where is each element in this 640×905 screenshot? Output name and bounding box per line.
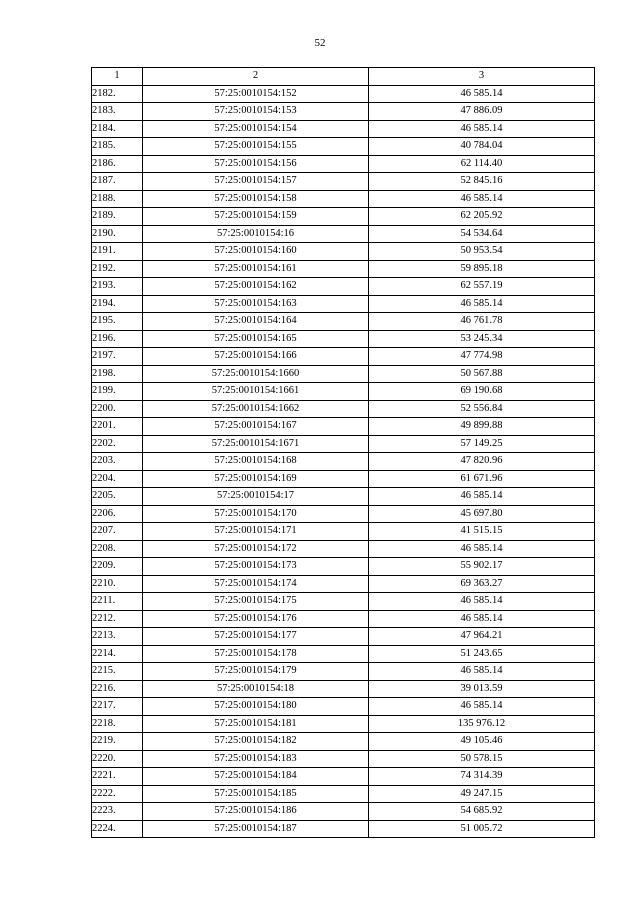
table-row bbox=[92, 733, 595, 751]
value-cell: 47 774.98 bbox=[369, 348, 595, 366]
row-number-cell: 2183. bbox=[92, 103, 143, 121]
cadastral-number-cell: 57:25:0010154:17 bbox=[143, 488, 369, 506]
value-cell: 74 314.39 bbox=[369, 768, 595, 786]
table-header-row bbox=[92, 68, 595, 86]
cadastral-number-cell: 57:25:0010154:169 bbox=[143, 470, 369, 488]
value-cell: 135 976.12 bbox=[369, 715, 595, 733]
row-number-cell: 2191. bbox=[92, 243, 143, 261]
cadastral-number-cell: 57:25:0010154:1660 bbox=[143, 365, 369, 383]
table-row bbox=[92, 260, 595, 278]
cadastral-number-cell: 57:25:0010154:163 bbox=[143, 295, 369, 313]
cadastral-number-cell: 57:25:0010154:184 bbox=[143, 768, 369, 786]
row-number-cell: 2182. bbox=[92, 85, 143, 103]
cadastral-number-cell: 57:25:0010154:156 bbox=[143, 155, 369, 173]
table-row bbox=[92, 593, 595, 611]
cadastral-number-cell: 57:25:0010154:157 bbox=[143, 173, 369, 191]
table-body bbox=[92, 85, 595, 838]
value-cell: 47 886.09 bbox=[369, 103, 595, 121]
row-number-cell: 2198. bbox=[92, 365, 143, 383]
value-cell: 50 953.54 bbox=[369, 243, 595, 261]
row-number-cell: 2192. bbox=[92, 260, 143, 278]
table-row bbox=[92, 558, 595, 576]
row-number-cell: 2202. bbox=[92, 435, 143, 453]
cadastral-number-cell: 57:25:0010154:1671 bbox=[143, 435, 369, 453]
cadastral-number-cell: 57:25:0010154:180 bbox=[143, 698, 369, 716]
table-row bbox=[92, 383, 595, 401]
value-cell: 52 556.84 bbox=[369, 400, 595, 418]
table-row bbox=[92, 330, 595, 348]
table-row bbox=[92, 348, 595, 366]
table-row bbox=[92, 295, 595, 313]
cadastral-number-cell: 57:25:0010154:167 bbox=[143, 418, 369, 436]
value-cell: 46 585.14 bbox=[369, 698, 595, 716]
cadastral-number-cell: 57:25:0010154:168 bbox=[143, 453, 369, 471]
value-cell: 46 585.14 bbox=[369, 593, 595, 611]
row-number-cell: 2215. bbox=[92, 663, 143, 681]
row-number-cell: 2207. bbox=[92, 523, 143, 541]
table-row bbox=[92, 820, 595, 838]
table-row bbox=[92, 138, 595, 156]
cadastral-number-cell: 57:25:0010154:166 bbox=[143, 348, 369, 366]
cadastral-number-cell: 57:25:0010154:158 bbox=[143, 190, 369, 208]
value-cell: 53 245.34 bbox=[369, 330, 595, 348]
value-cell: 46 585.14 bbox=[369, 120, 595, 138]
row-number-cell: 2186. bbox=[92, 155, 143, 173]
table-row bbox=[92, 173, 595, 191]
value-cell: 47 964.21 bbox=[369, 628, 595, 646]
row-number-cell: 2214. bbox=[92, 645, 143, 663]
table-row bbox=[92, 208, 595, 226]
row-number-cell: 2216. bbox=[92, 680, 143, 698]
value-cell: 57 149.25 bbox=[369, 435, 595, 453]
table-row bbox=[92, 523, 595, 541]
value-cell: 51 005.72 bbox=[369, 820, 595, 838]
value-cell: 46 761.78 bbox=[369, 313, 595, 331]
row-number-cell: 2205. bbox=[92, 488, 143, 506]
row-number-cell: 2221. bbox=[92, 768, 143, 786]
value-cell: 49 105.46 bbox=[369, 733, 595, 751]
value-cell: 40 784.04 bbox=[369, 138, 595, 156]
table-row bbox=[92, 645, 595, 663]
table-row bbox=[92, 453, 595, 471]
cadastral-number-cell: 57:25:0010154:182 bbox=[143, 733, 369, 751]
table-row bbox=[92, 750, 595, 768]
row-number-cell: 2209. bbox=[92, 558, 143, 576]
cadastral-number-cell: 57:25:0010154:18 bbox=[143, 680, 369, 698]
value-cell: 49 899.88 bbox=[369, 418, 595, 436]
cadastral-number-cell: 57:25:0010154:185 bbox=[143, 785, 369, 803]
row-number-cell: 2218. bbox=[92, 715, 143, 733]
table-row bbox=[92, 225, 595, 243]
cadastral-number-cell: 57:25:0010154:171 bbox=[143, 523, 369, 541]
table-row bbox=[92, 505, 595, 523]
cadastral-number-cell: 57:25:0010154:183 bbox=[143, 750, 369, 768]
cadastral-number-cell: 57:25:0010154:16 bbox=[143, 225, 369, 243]
cadastral-number-cell: 57:25:0010154:155 bbox=[143, 138, 369, 156]
column-header-cadastral-number: 2 bbox=[143, 68, 369, 86]
value-cell: 46 585.14 bbox=[369, 488, 595, 506]
cadastral-number-cell: 57:25:0010154:181 bbox=[143, 715, 369, 733]
table-row bbox=[92, 470, 595, 488]
value-cell: 62 114.40 bbox=[369, 155, 595, 173]
cadastral-number-cell: 57:25:0010154:178 bbox=[143, 645, 369, 663]
value-cell: 51 243.65 bbox=[369, 645, 595, 663]
value-cell: 46 585.14 bbox=[369, 295, 595, 313]
row-number-cell: 2222. bbox=[92, 785, 143, 803]
row-number-cell: 2185. bbox=[92, 138, 143, 156]
cadastral-number-cell: 57:25:0010154:174 bbox=[143, 575, 369, 593]
cadastral-number-cell: 57:25:0010154:160 bbox=[143, 243, 369, 261]
value-cell: 61 671.96 bbox=[369, 470, 595, 488]
table-row bbox=[92, 785, 595, 803]
row-number-cell: 2190. bbox=[92, 225, 143, 243]
row-number-cell: 2217. bbox=[92, 698, 143, 716]
value-cell: 39 013.59 bbox=[369, 680, 595, 698]
table-row bbox=[92, 803, 595, 821]
table-row bbox=[92, 715, 595, 733]
table-row bbox=[92, 155, 595, 173]
value-cell: 46 585.14 bbox=[369, 85, 595, 103]
table-row bbox=[92, 400, 595, 418]
cadastral-number-cell: 57:25:0010154:187 bbox=[143, 820, 369, 838]
value-cell: 54 685.92 bbox=[369, 803, 595, 821]
table-row bbox=[92, 365, 595, 383]
row-number-cell: 2210. bbox=[92, 575, 143, 593]
row-number-cell: 2196. bbox=[92, 330, 143, 348]
table-row bbox=[92, 768, 595, 786]
table-row bbox=[92, 85, 595, 103]
row-number-cell: 2213. bbox=[92, 628, 143, 646]
value-cell: 52 845.16 bbox=[369, 173, 595, 191]
table-row bbox=[92, 243, 595, 261]
row-number-cell: 2201. bbox=[92, 418, 143, 436]
cadastral-number-cell: 57:25:0010154:164 bbox=[143, 313, 369, 331]
value-cell: 69 363.27 bbox=[369, 575, 595, 593]
table-row bbox=[92, 120, 595, 138]
value-cell: 49 247.15 bbox=[369, 785, 595, 803]
cadastral-number-cell: 57:25:0010154:162 bbox=[143, 278, 369, 296]
row-number-cell: 2187. bbox=[92, 173, 143, 191]
cadastral-value-table bbox=[91, 67, 595, 838]
table-row bbox=[92, 628, 595, 646]
table-row bbox=[92, 313, 595, 331]
table-row bbox=[92, 663, 595, 681]
value-cell: 50 578.15 bbox=[369, 750, 595, 768]
value-cell: 45 697.80 bbox=[369, 505, 595, 523]
value-cell: 46 585.14 bbox=[369, 540, 595, 558]
row-number-cell: 2197. bbox=[92, 348, 143, 366]
table-row bbox=[92, 488, 595, 506]
row-number-cell: 2193. bbox=[92, 278, 143, 296]
value-cell: 41 515.15 bbox=[369, 523, 595, 541]
cadastral-number-cell: 57:25:0010154:170 bbox=[143, 505, 369, 523]
value-cell: 47 820.96 bbox=[369, 453, 595, 471]
row-number-cell: 2208. bbox=[92, 540, 143, 558]
cadastral-number-cell: 57:25:0010154:176 bbox=[143, 610, 369, 628]
cadastral-number-cell: 57:25:0010154:173 bbox=[143, 558, 369, 576]
page-number: 52 bbox=[314, 37, 326, 49]
cadastral-number-cell: 57:25:0010154:1661 bbox=[143, 383, 369, 401]
row-number-cell: 2200. bbox=[92, 400, 143, 418]
row-number-cell: 2212. bbox=[92, 610, 143, 628]
row-number-cell: 2219. bbox=[92, 733, 143, 751]
cadastral-number-cell: 57:25:0010154:161 bbox=[143, 260, 369, 278]
value-cell: 55 902.17 bbox=[369, 558, 595, 576]
table-row bbox=[92, 698, 595, 716]
table-row bbox=[92, 610, 595, 628]
row-number-cell: 2199. bbox=[92, 383, 143, 401]
value-cell: 46 585.14 bbox=[369, 610, 595, 628]
row-number-cell: 2184. bbox=[92, 120, 143, 138]
row-number-cell: 2224. bbox=[92, 820, 143, 838]
row-number-cell: 2211. bbox=[92, 593, 143, 611]
table-row bbox=[92, 435, 595, 453]
cadastral-number-cell: 57:25:0010154:179 bbox=[143, 663, 369, 681]
cadastral-number-cell: 57:25:0010154:165 bbox=[143, 330, 369, 348]
cadastral-number-cell: 57:25:0010154:1662 bbox=[143, 400, 369, 418]
cadastral-number-cell: 57:25:0010154:177 bbox=[143, 628, 369, 646]
table-row bbox=[92, 103, 595, 121]
value-cell: 46 585.14 bbox=[369, 663, 595, 681]
table-row bbox=[92, 680, 595, 698]
row-number-cell: 2220. bbox=[92, 750, 143, 768]
row-number-cell: 2195. bbox=[92, 313, 143, 331]
value-cell: 50 567.88 bbox=[369, 365, 595, 383]
table-row bbox=[92, 278, 595, 296]
cadastral-number-cell: 57:25:0010154:186 bbox=[143, 803, 369, 821]
value-cell: 54 534.64 bbox=[369, 225, 595, 243]
table-row bbox=[92, 418, 595, 436]
table-row bbox=[92, 190, 595, 208]
row-number-cell: 2223. bbox=[92, 803, 143, 821]
row-number-cell: 2194. bbox=[92, 295, 143, 313]
row-number-cell: 2204. bbox=[92, 470, 143, 488]
cadastral-number-cell: 57:25:0010154:172 bbox=[143, 540, 369, 558]
value-cell: 62 557.19 bbox=[369, 278, 595, 296]
cadastral-number-cell: 57:25:0010154:152 bbox=[143, 85, 369, 103]
value-cell: 62 205.92 bbox=[369, 208, 595, 226]
cadastral-number-cell: 57:25:0010154:175 bbox=[143, 593, 369, 611]
column-header-row-number: 1 bbox=[92, 68, 143, 86]
column-header-value: 3 bbox=[369, 68, 595, 86]
value-cell: 69 190.68 bbox=[369, 383, 595, 401]
value-cell: 59 895.18 bbox=[369, 260, 595, 278]
row-number-cell: 2188. bbox=[92, 190, 143, 208]
table-row bbox=[92, 540, 595, 558]
cadastral-number-cell: 57:25:0010154:159 bbox=[143, 208, 369, 226]
value-cell: 46 585.14 bbox=[369, 190, 595, 208]
row-number-cell: 2189. bbox=[92, 208, 143, 226]
row-number-cell: 2206. bbox=[92, 505, 143, 523]
cadastral-number-cell: 57:25:0010154:153 bbox=[143, 103, 369, 121]
row-number-cell: 2203. bbox=[92, 453, 143, 471]
table-row bbox=[92, 575, 595, 593]
cadastral-number-cell: 57:25:0010154:154 bbox=[143, 120, 369, 138]
